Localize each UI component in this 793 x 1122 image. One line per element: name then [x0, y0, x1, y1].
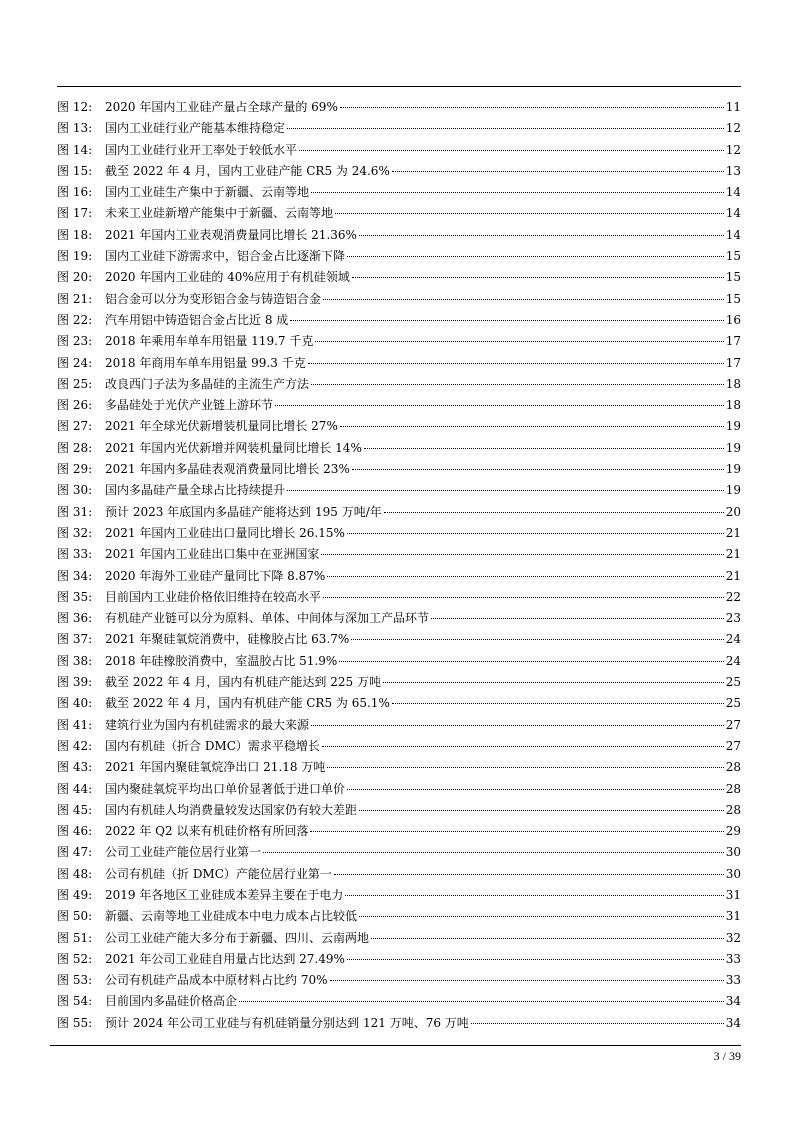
toc-entry-page: 27 — [725, 717, 741, 732]
toc-entry-label: 图 40: — [57, 696, 93, 711]
toc-entry-page: 22 — [725, 589, 741, 604]
toc-entry-page: 24 — [725, 653, 741, 668]
toc-entry-page: 31 — [725, 887, 741, 902]
toc-dot-leader — [371, 938, 724, 939]
toc-entry[interactable] — [57, 353, 741, 374]
toc-entry-page: 33 — [725, 973, 741, 988]
toc-dot-leader — [339, 661, 723, 662]
toc-entry-page: 15 — [725, 249, 741, 264]
toc-entry-page: 17 — [725, 334, 741, 349]
toc-entry-label: 图 38: — [57, 653, 93, 668]
toc-entry-label: 图 27: — [57, 419, 93, 434]
toc-entry-page: 20 — [725, 504, 741, 519]
toc-entry-page: 33 — [725, 951, 741, 966]
toc-entry[interactable] — [57, 544, 741, 565]
toc-entry-label: 图 18: — [57, 227, 93, 242]
toc-dot-leader — [359, 916, 724, 917]
toc-entry-page: 28 — [725, 760, 741, 775]
toc-entry-title[interactable]: 2021 年国内工业硅出口集中在亚洲国家 — [105, 547, 320, 562]
toc-entry[interactable] — [57, 523, 741, 544]
toc-entry-label: 图 45: — [57, 802, 93, 817]
toc-dot-leader — [323, 299, 724, 300]
toc-entry[interactable] — [57, 203, 741, 224]
toc-entry-title[interactable]: 2018 年商用车单车用铝量 99.3 千克 — [105, 355, 306, 370]
toc-entry-title[interactable]: 国内多晶硅产量全球占比持续提升 — [105, 483, 286, 498]
toc-entry-label: 图 48: — [57, 866, 93, 881]
toc-entry[interactable] — [57, 246, 741, 267]
toc-entry-title[interactable]: 公司有机硅产品成本中原材料占比约 70% — [105, 973, 328, 988]
toc-entry-title[interactable]: 新疆、云南等地工业硅成本中电力成本占比较低 — [105, 909, 358, 924]
toc-entry[interactable] — [57, 182, 741, 203]
toc-dot-leader — [392, 703, 724, 704]
header-rule — [57, 86, 741, 87]
toc-entry[interactable] — [57, 161, 741, 182]
toc-entry[interactable] — [57, 885, 741, 906]
toc-dot-leader — [322, 746, 724, 747]
toc-dot-leader — [392, 171, 724, 172]
toc-entry[interactable] — [57, 118, 741, 139]
toc-entry-label: 图 21: — [57, 291, 93, 306]
toc-entry-label: 图 55: — [57, 1015, 93, 1030]
toc-entry-title[interactable]: 国内有机硅（折合 DMC）需求平稳增长 — [105, 738, 320, 753]
toc-entry[interactable] — [57, 502, 741, 523]
toc-entry-title[interactable]: 截至 2022 年 4 月，国内有机硅产能 CR5 为 65.1% — [105, 696, 390, 711]
toc-entry-label: 图 20: — [57, 270, 93, 285]
toc-entry[interactable] — [57, 1013, 741, 1034]
toc-entry-title[interactable]: 建筑行业为国内有机硅需求的最大来源 — [105, 717, 310, 732]
toc-entry[interactable] — [57, 779, 741, 800]
toc-dot-leader — [347, 533, 724, 534]
toc-entry[interactable] — [57, 842, 741, 863]
toc-entry-label: 图 42: — [57, 738, 93, 753]
toc-dot-leader — [299, 150, 724, 151]
toc-entry-page: 15 — [725, 291, 741, 306]
toc-entry-label: 图 32: — [57, 525, 93, 540]
toc-entry-label: 图 50: — [57, 909, 93, 924]
toc-entry-page: 29 — [725, 824, 741, 839]
toc-entry[interactable] — [57, 225, 741, 246]
toc-entry-title[interactable]: 多晶硅处于光伏产业链上游环节 — [105, 398, 274, 413]
toc-entry-title[interactable]: 2021 年国内聚硅氧烷净出口 21.18 万吨 — [105, 760, 326, 775]
toc-entry-label: 图 46: — [57, 824, 93, 839]
toc-dot-leader — [351, 639, 723, 640]
toc-entry-page: 30 — [725, 866, 741, 881]
toc-entry-title[interactable]: 2021 年国内工业硅出口量同比增长 26.15% — [105, 525, 345, 540]
toc-entry-page: 34 — [725, 1015, 741, 1030]
toc-entry-label: 图 14: — [57, 142, 93, 157]
toc-dot-leader — [321, 554, 723, 555]
toc-entry-title[interactable]: 公司有机硅（折 DMC）产能位居行业第一 — [105, 866, 332, 881]
toc-entry-page: 14 — [725, 227, 741, 242]
toc-dot-leader — [311, 192, 724, 193]
toc-entry-page: 18 — [725, 398, 741, 413]
toc-entry-label: 图 19: — [57, 249, 93, 264]
toc-entry-label: 图 54: — [57, 994, 93, 1009]
toc-entry-page: 28 — [725, 781, 741, 796]
toc-dot-leader — [352, 277, 724, 278]
toc-entry-page: 19 — [725, 462, 741, 477]
toc-dot-leader — [347, 256, 724, 257]
toc-dot-leader — [330, 980, 724, 981]
toc-entry-page: 15 — [725, 270, 741, 285]
toc-entry-label: 图 36: — [57, 611, 93, 626]
toc-entry-page: 14 — [725, 185, 741, 200]
toc-dot-leader — [347, 789, 724, 790]
toc-entry-label: 图 33: — [57, 547, 93, 562]
toc-entry-title[interactable]: 国内工业硅行业产能基本维持稳定 — [105, 121, 286, 136]
toc-entry-title[interactable]: 2021 年国内多晶硅表观消费量同比增长 23% — [105, 462, 350, 477]
toc-entry-page: 28 — [725, 802, 741, 817]
toc-entry-page: 25 — [725, 696, 741, 711]
toc-entry-title[interactable]: 公司工业硅产能大多分布于新疆、四川、云南两地 — [105, 930, 370, 945]
toc-entry-title[interactable]: 国内聚硅氧烷平均出口单价显著低于进口单价 — [105, 781, 346, 796]
toc-entry[interactable] — [57, 672, 741, 693]
toc-entry[interactable] — [57, 821, 741, 842]
toc-entry-label: 图 53: — [57, 973, 93, 988]
toc-entry-page: 24 — [725, 632, 741, 647]
footer-rule — [50, 1045, 741, 1046]
toc-entry[interactable] — [57, 438, 741, 459]
toc-entry[interactable] — [57, 416, 741, 437]
toc-entry[interactable] — [57, 928, 741, 949]
toc-entry-label: 图 15: — [57, 163, 93, 178]
toc-entry-page: 21 — [725, 525, 741, 540]
toc-entry-title[interactable]: 截至 2022 年 4 月，国内有机硅产能达到 225 万吨 — [105, 675, 381, 690]
toc-entry-label: 图 30: — [57, 483, 93, 498]
toc-entry-label: 图 44: — [57, 781, 93, 796]
toc-entry-title[interactable]: 2019 年各地区工业硅成本差异主要在于电力 — [105, 887, 344, 902]
toc-dot-leader — [359, 810, 724, 811]
toc-entry[interactable] — [57, 587, 741, 608]
toc-entry-title[interactable]: 2022 年 Q2 以来有机硅价格有所回落 — [105, 824, 309, 839]
toc-entry-page: 11 — [725, 100, 741, 114]
toc-entry-label: 图 41: — [57, 717, 93, 732]
toc-entry-title[interactable]: 国内工业硅生产集中于新疆、云南等地 — [105, 185, 310, 200]
figure-table-of-contents — [57, 97, 741, 1034]
toc-entry-title[interactable]: 预计 2024 年公司工业硅与有机硅销量分别达到 121 万吨、76 万吨 — [105, 1015, 469, 1030]
toc-dot-leader — [290, 320, 723, 321]
toc-entry-page: 18 — [725, 376, 741, 391]
toc-entry[interactable] — [57, 97, 741, 118]
toc-dot-leader — [347, 959, 724, 960]
toc-entry-label: 图 29: — [57, 462, 93, 477]
toc-entry-title[interactable]: 截至 2022 年 4 月，国内工业硅产能 CR5 为 24.6% — [105, 163, 390, 178]
toc-dot-leader — [310, 831, 723, 832]
toc-entry-label: 图 13: — [57, 121, 93, 136]
toc-entry-label: 图 47: — [57, 845, 93, 860]
toc-entry-title[interactable]: 2018 年硅橡胶消费中，室温胶占比 51.9% — [105, 653, 338, 668]
toc-entry[interactable] — [57, 651, 741, 672]
toc-entry[interactable] — [57, 949, 741, 970]
toc-entry-title[interactable]: 目前国内工业硅价格依旧维持在较高水平 — [105, 589, 322, 604]
toc-entry-page: 19 — [725, 483, 741, 498]
toc-entry[interactable] — [57, 566, 741, 587]
toc-entry-title[interactable]: 铝合金可以分为变形铝合金与铸造铝合金 — [105, 291, 322, 306]
toc-dot-leader — [383, 682, 724, 683]
toc-dot-leader — [308, 363, 724, 364]
toc-entry-title[interactable]: 预计 2023 年底国内多晶硅产能将达到 195 万吨/年 — [105, 504, 382, 519]
toc-entry[interactable] — [57, 629, 741, 650]
toc-entry-title[interactable]: 2020 年国内工业硅的 40%应用于有机硅领域 — [105, 270, 350, 285]
toc-dot-leader — [311, 384, 724, 385]
toc-entry-label: 图 43: — [57, 760, 93, 775]
page-number: 3 / 39 — [713, 1049, 741, 1063]
toc-entry[interactable] — [57, 970, 741, 991]
toc-entry[interactable] — [57, 289, 741, 310]
toc-dot-leader — [352, 469, 724, 470]
toc-entry-title[interactable]: 有机硅产业链可以分为原料、单体、中间体与深加工产品环节 — [105, 611, 430, 626]
toc-entry-title[interactable]: 2021 年国内工业表观消费量同比增长 21.36% — [105, 227, 357, 242]
toc-dot-leader — [384, 512, 724, 513]
toc-dot-leader — [287, 490, 724, 491]
toc-entry-title[interactable]: 2021 年公司工业硅自用量占比达到 27.49% — [105, 951, 345, 966]
toc-entry-label: 图 17: — [57, 206, 93, 221]
toc-entry-title[interactable]: 公司工业硅产能位居行业第一 — [105, 845, 262, 860]
toc-entry-page: 12 — [725, 142, 741, 157]
toc-entry-title[interactable]: 汽车用铝中铸造铝合金占比近 8 成 — [105, 312, 289, 327]
toc-dot-leader — [364, 448, 724, 449]
toc-entry-page: 30 — [725, 845, 741, 860]
toc-entry-page: 17 — [725, 355, 741, 370]
toc-entry-title[interactable]: 国内工业硅行业开工率处于较低水平 — [105, 142, 298, 157]
toc-entry[interactable] — [57, 693, 741, 714]
toc-entry-page: 14 — [725, 206, 741, 221]
toc-entry-page: 23 — [725, 611, 741, 626]
toc-entry[interactable] — [57, 757, 741, 778]
toc-entry-label: 图 49: — [57, 887, 93, 902]
toc-entry-title[interactable]: 2018 年乘用车单车用铝量 119.7 千克 — [105, 334, 314, 349]
toc-dot-leader — [431, 618, 724, 619]
toc-entry-page: 21 — [725, 568, 741, 583]
toc-entry-label: 图 34: — [57, 568, 93, 583]
toc-entry-page: 27 — [725, 738, 741, 753]
toc-entry-label: 图 24: — [57, 355, 93, 370]
toc-entry-page: 13 — [725, 163, 741, 178]
toc-entry-title[interactable]: 改良西门子法为多晶硅的主流生产方法 — [105, 376, 310, 391]
toc-entry[interactable] — [57, 715, 741, 736]
toc-entry-page: 19 — [725, 440, 741, 455]
toc-dot-leader — [327, 576, 723, 577]
toc-entry-page: 32 — [725, 930, 741, 945]
toc-dot-leader — [335, 213, 724, 214]
toc-entry-label: 图 39: — [57, 675, 93, 690]
toc-entry[interactable] — [57, 608, 741, 629]
toc-entry[interactable] — [57, 800, 741, 821]
toc-dot-leader — [345, 895, 723, 896]
toc-entry-title[interactable]: 目前国内多晶硅价格高企 — [105, 994, 238, 1009]
toc-entry[interactable] — [57, 267, 741, 288]
toc-entry-label: 图 37: — [57, 632, 93, 647]
toc-entry-label: 图 25: — [57, 376, 93, 391]
toc-entry-label: 图 51: — [57, 930, 93, 945]
toc-entry[interactable] — [57, 140, 741, 161]
toc-entry[interactable] — [57, 906, 741, 927]
toc-entry-label: 图 52: — [57, 951, 93, 966]
toc-dot-leader — [263, 852, 724, 853]
toc-dot-leader — [323, 597, 724, 598]
toc-dot-leader — [275, 405, 724, 406]
toc-dot-leader — [334, 874, 724, 875]
toc-entry-label: 图 23: — [57, 334, 93, 349]
toc-entry-title[interactable]: 2021 年聚硅氧烷消费中，硅橡胶占比 63.7% — [105, 632, 350, 647]
toc-entry-label: 图 16: — [57, 185, 93, 200]
toc-entry-page: 21 — [725, 547, 741, 562]
toc-entry-label: 图 28: — [57, 440, 93, 455]
toc-entry-page: 31 — [725, 909, 741, 924]
toc-entry-title[interactable]: 2020 年海外工业硅产量同比下降 8.87% — [105, 568, 326, 583]
toc-entry-page: 34 — [725, 994, 741, 1009]
toc-entry[interactable] — [57, 331, 741, 352]
toc-entry-page: 19 — [725, 419, 741, 434]
toc-dot-leader — [471, 1023, 724, 1024]
toc-entry[interactable] — [57, 991, 741, 1012]
toc-dot-leader — [287, 128, 724, 129]
toc-entry-title[interactable]: 2021 年全球光伏新增装机量同比增长 27% — [105, 419, 338, 434]
toc-entry-title[interactable]: 2021 年国内光伏新增并网装机量同比增长 14% — [105, 440, 362, 455]
toc-entry[interactable] — [57, 374, 741, 395]
toc-entry[interactable] — [57, 310, 741, 331]
toc-entry-label: 图 22: — [57, 312, 93, 327]
toc-entry-page: 12 — [725, 121, 741, 136]
toc-dot-leader — [315, 341, 723, 342]
toc-entry-title[interactable]: 国内工业硅下游需求中，铝合金占比逐渐下降 — [105, 249, 346, 264]
toc-entry[interactable] — [57, 459, 741, 480]
toc-entry-title[interactable]: 国内有机硅人均消费量较发达国家仍有较大差距 — [105, 802, 358, 817]
toc-entry-page: 16 — [725, 312, 741, 327]
toc-dot-leader — [340, 107, 724, 108]
toc-entry-title[interactable]: 未来工业硅新增产能集中于新疆、云南等地 — [105, 206, 334, 221]
toc-entry-page: 25 — [725, 675, 741, 690]
toc-dot-leader — [327, 767, 723, 768]
toc-entry-title[interactable]: 2020 年国内工业硅产量占全球产量的 69% — [105, 100, 338, 114]
toc-entry[interactable] — [57, 864, 741, 885]
toc-dot-leader — [340, 426, 724, 427]
toc-entry-label: 图 26: — [57, 398, 93, 413]
toc-dot-leader — [311, 725, 724, 726]
toc-entry[interactable] — [57, 480, 741, 501]
toc-entry-label: 图 35: — [57, 589, 93, 604]
toc-entry-label: 图 31: — [57, 504, 93, 519]
toc-entry[interactable] — [57, 736, 741, 757]
toc-dot-leader — [239, 1001, 724, 1002]
toc-entry-label: 图 12: — [57, 100, 93, 114]
toc-dot-leader — [359, 235, 724, 236]
toc-entry[interactable] — [57, 395, 741, 416]
